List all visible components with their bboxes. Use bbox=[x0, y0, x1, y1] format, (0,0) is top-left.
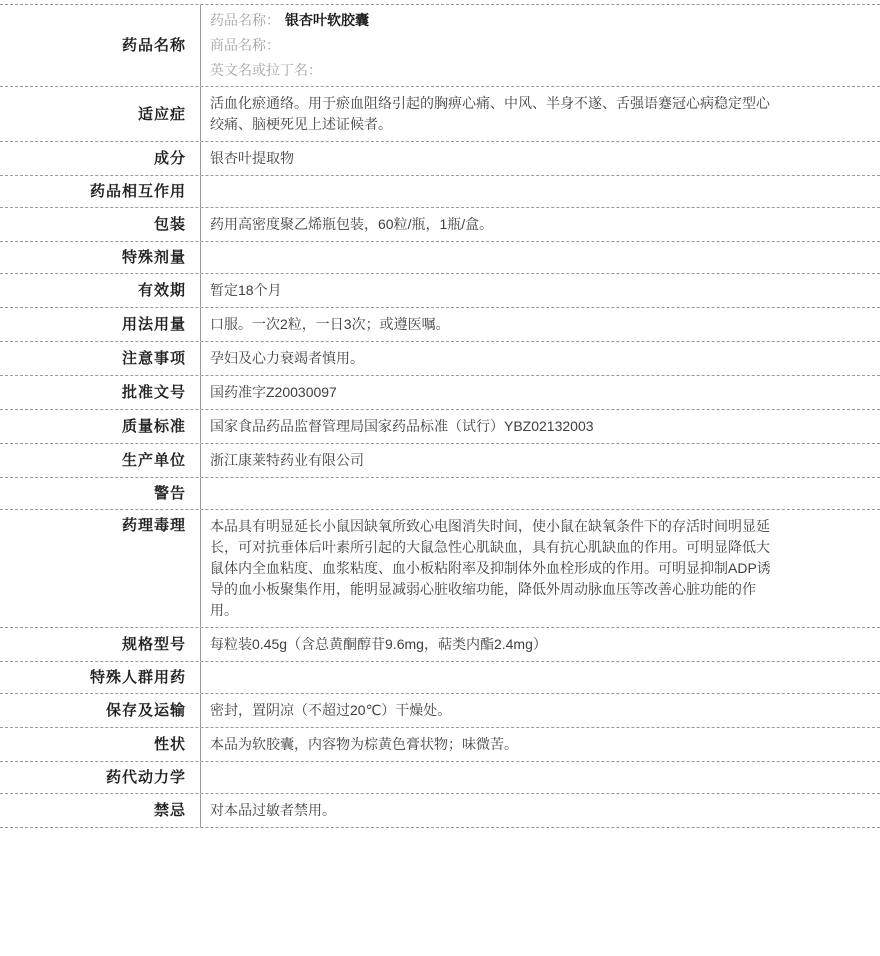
table-row-indications bbox=[0, 87, 880, 142]
table-row-storage bbox=[0, 694, 880, 728]
row-label: 药理毒理 bbox=[121, 517, 186, 534]
drug-info-table bbox=[0, 4, 880, 828]
row-label: 包装 bbox=[153, 216, 186, 233]
table-row-dosage bbox=[0, 308, 880, 342]
table-row-special-populations bbox=[0, 662, 880, 694]
drug-name-prefix: 药品名称： bbox=[210, 12, 280, 28]
row-value bbox=[200, 5, 880, 86]
table-row-manufacturer bbox=[0, 444, 880, 478]
table-row-packaging bbox=[0, 208, 880, 242]
row-label: 有效期 bbox=[137, 282, 186, 299]
row-label: 禁忌 bbox=[153, 802, 186, 819]
row-value: 银杏叶提取物 bbox=[200, 142, 880, 175]
table-row-precautions bbox=[0, 342, 880, 376]
row-label: 质量标准 bbox=[121, 418, 186, 435]
table-row-special-dosage bbox=[0, 242, 880, 274]
row-value: 本品具有明显延长小鼠因缺氧所致心电图消失时间，使小鼠在缺氧条件下的存活时间明显延长，可对抗垂体后叶素所引起的大鼠急性心肌缺血，具有抗心肌缺血的作用。可明显降低大鼠体内全血粘度、血浆粘度、血小板粘附率及抑制体外血栓形成的作用。可明显抑制ADP诱导的血小板聚集作用，能明显减弱心脏收缩功能，降低外周动脉血压等改善心脏功能的作用。 bbox=[200, 510, 880, 627]
row-value: 药用高密度聚乙烯瓶包装，60粒/瓶，1瓶/盒。 bbox=[200, 208, 880, 241]
row-label: 用法用量 bbox=[121, 316, 186, 333]
row-value: 国药准字Z20030097 bbox=[200, 376, 880, 409]
row-value bbox=[200, 762, 880, 793]
row-value: 本品为软胶囊，内容物为棕黄色膏状物；味微苦。 bbox=[200, 728, 880, 761]
row-label: 药代动力学 bbox=[105, 769, 186, 786]
latin-name-prefix: 英文名或拉丁名： bbox=[210, 62, 322, 78]
row-value: 口服。一次2粒，一日3次；或遵医嘱。 bbox=[200, 308, 880, 341]
row-value bbox=[200, 176, 880, 207]
row-label: 警告 bbox=[153, 485, 186, 502]
drug-name-value: 银杏叶软胶囊 bbox=[285, 12, 369, 28]
row-label: 保存及运输 bbox=[105, 702, 186, 719]
row-value bbox=[200, 478, 880, 509]
row-value: 国家食品药品监督管理局国家药品标准（试行）YBZ02132003 bbox=[200, 410, 880, 443]
trade-name-line bbox=[210, 33, 780, 58]
table-row-specification bbox=[0, 628, 880, 662]
row-value bbox=[200, 662, 880, 693]
table-row-description bbox=[0, 728, 880, 762]
row-label: 规格型号 bbox=[121, 636, 186, 653]
row-value: 活血化瘀通络。用于瘀血阻络引起的胸痹心痛、中风、半身不遂、舌强语蹇冠心病稳定型心绞痛、脑梗死见上述证候者。 bbox=[200, 87, 880, 141]
row-value: 对本品过敏者禁用。 bbox=[200, 794, 880, 827]
table-row-pharmacology bbox=[0, 510, 880, 628]
row-label: 成分 bbox=[153, 150, 186, 167]
row-label: 药品名称 bbox=[121, 37, 186, 54]
row-value: 浙江康莱特药业有限公司 bbox=[200, 444, 880, 477]
row-label: 性状 bbox=[153, 736, 186, 753]
row-label: 生产单位 bbox=[121, 452, 186, 469]
row-label: 注意事项 bbox=[121, 350, 186, 367]
table-row-pharmacokinetics bbox=[0, 762, 880, 794]
row-label: 批准文号 bbox=[121, 384, 186, 401]
table-row-interactions bbox=[0, 176, 880, 208]
row-label: 适应症 bbox=[137, 105, 186, 123]
row-label: 特殊剂量 bbox=[121, 249, 186, 266]
drug-name-line bbox=[210, 8, 780, 33]
trade-name-prefix: 商品名称： bbox=[210, 37, 280, 53]
latin-name-line bbox=[210, 58, 780, 83]
table-row-ingredients bbox=[0, 142, 880, 176]
bottom-whitespace bbox=[0, 828, 880, 956]
row-value: 每粒装0.45g（含总黄酮醇苷9.6mg，萜类内酯2.4mg） bbox=[200, 628, 880, 661]
row-value bbox=[200, 242, 880, 273]
table-row-warning bbox=[0, 478, 880, 510]
row-value: 密封，置阴凉（不超过20℃）干燥处。 bbox=[200, 694, 880, 727]
table-row-approval-number bbox=[0, 376, 880, 410]
row-value: 孕妇及心力衰竭者慎用。 bbox=[200, 342, 880, 375]
table-row-quality-standard bbox=[0, 410, 880, 444]
row-value: 暂定18个月 bbox=[200, 274, 880, 307]
table-row-shelf-life bbox=[0, 274, 880, 308]
table-row-drug-name bbox=[0, 5, 880, 87]
row-label: 特殊人群用药 bbox=[89, 669, 186, 686]
row-label: 药品相互作用 bbox=[89, 183, 186, 200]
table-row-contraindications bbox=[0, 794, 880, 828]
